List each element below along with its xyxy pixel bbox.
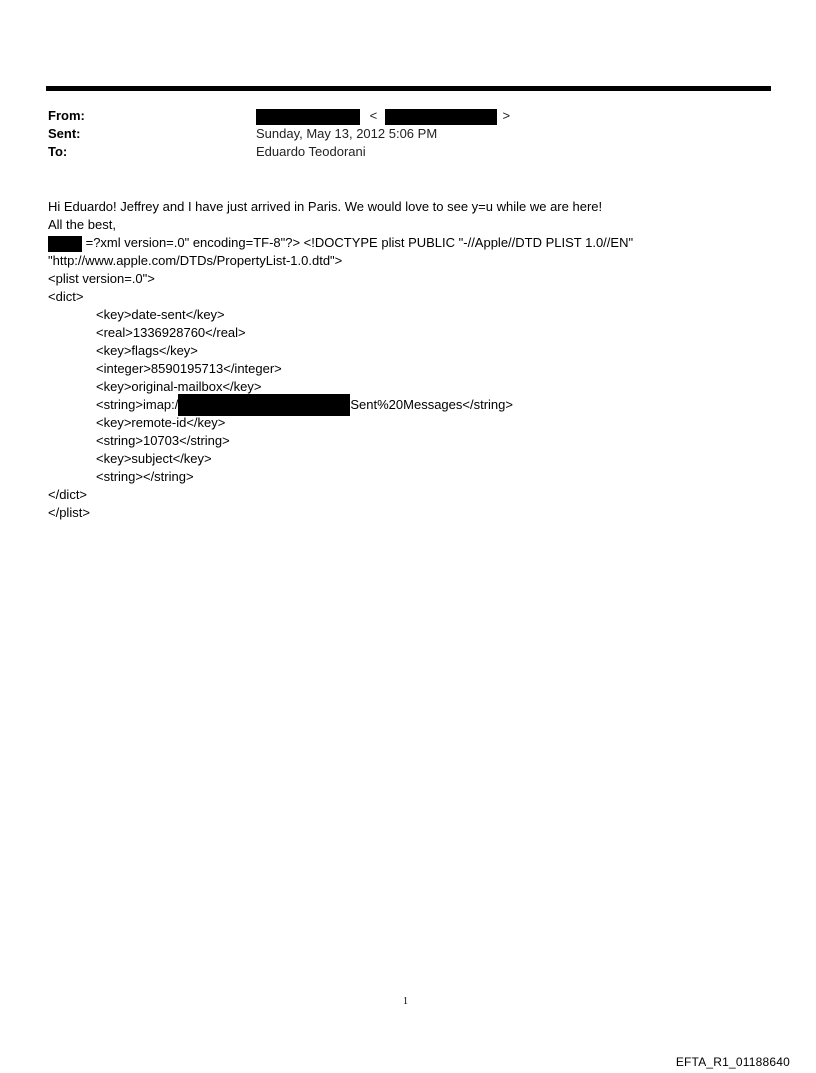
redacted-mailbox-path [178, 394, 350, 416]
from-label: From: [48, 108, 85, 123]
body-line-dict-open: <dict> [48, 289, 84, 304]
from-lt: < [369, 108, 378, 123]
plist-entry: <integer>8590195713</integer> [96, 361, 282, 376]
plist-entry: <string>10703</string> [96, 433, 230, 448]
xml-decl-text: =?xml version=.0" encoding=TF-8"?> <!DOCTYPE plist PUBLIC "-//Apple//DTD PLIST 1.0//EN" [82, 235, 634, 250]
redacted-sender-name [256, 109, 360, 125]
body-line-signoff: All the best, [48, 217, 116, 232]
sent-value: Sunday, May 13, 2012 5:06 PM [256, 126, 438, 141]
plist-entry: <key>remote-id</key> [96, 415, 226, 430]
from-gt: > [502, 108, 511, 123]
body-line-greeting: Hi Eduardo! Jeffrey and I have just arrived in Paris. We would love to see y=u while we are here! [48, 199, 603, 214]
redacted-signature [48, 236, 82, 252]
body-line-xml-decl [48, 234, 633, 252]
plist-entry: <real>1336928760</real> [96, 325, 246, 340]
body-line-dtd-url: "http://www.apple.com/DTDs/PropertyList-1.0.dtd"> [48, 253, 343, 268]
mailbox-prefix: <string>imap:/ [96, 397, 179, 412]
plist-entry: <key>subject</key> [96, 451, 212, 466]
redacted-sender-email [385, 109, 497, 125]
plist-entry-mailbox [96, 396, 513, 416]
document-id-footer: EFTA_R1_01188640 [675, 1055, 790, 1069]
to-label: To: [48, 144, 68, 159]
page-number: 1 [403, 996, 408, 1007]
plist-entry: <string></string> [96, 469, 194, 484]
sent-label: Sent: [48, 126, 81, 141]
from-value [256, 107, 510, 125]
plist-entry: <key>flags</key> [96, 343, 198, 358]
plist-entry: <key>original-mailbox</key> [96, 379, 262, 394]
header-rule [46, 86, 771, 91]
body-line-dict-close: </dict> [48, 487, 88, 502]
body-line-plist-close: </plist> [48, 505, 90, 520]
plist-entry: <key>date-sent</key> [96, 307, 225, 322]
mailbox-suffix: Sent%20Messages</string> [350, 397, 513, 412]
body-line-plist-open: <plist version=.0"> [48, 271, 155, 286]
to-value: Eduardo Teodorani [256, 144, 366, 159]
